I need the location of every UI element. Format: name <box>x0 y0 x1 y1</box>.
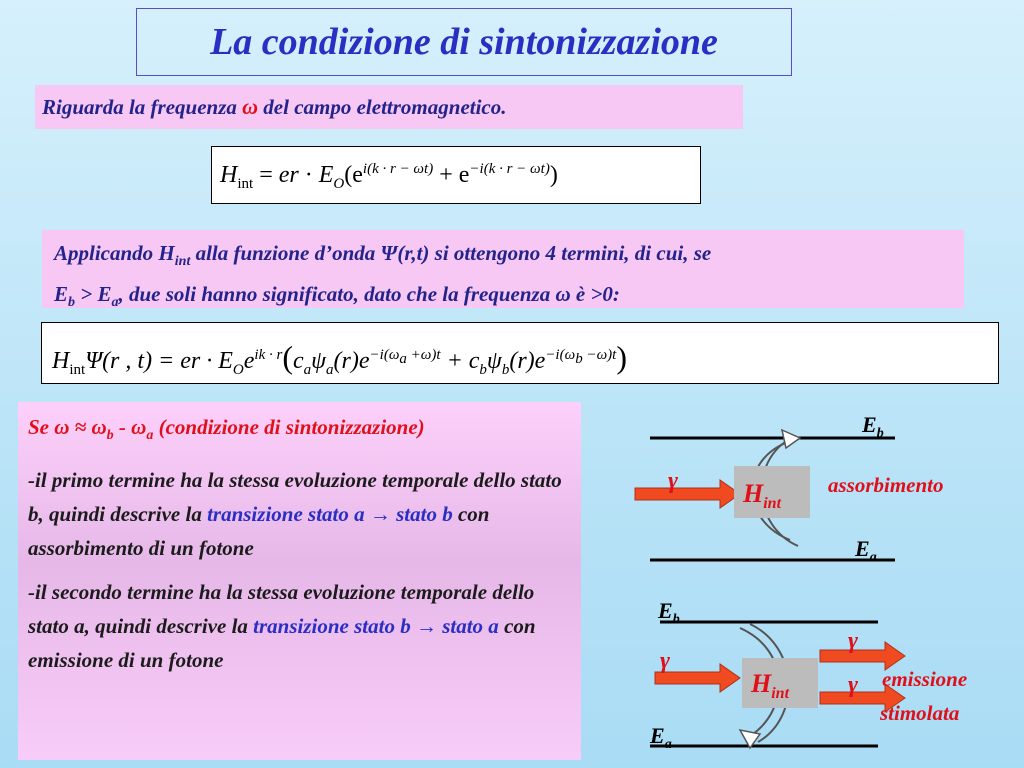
formula-sub: int <box>237 175 254 192</box>
text: -il secondo termine ha la stessa evoluzione temporale dello stato a, quindi descrive la <box>28 580 535 639</box>
formula-sub: O <box>333 175 345 192</box>
text: con assorbimento di un fotone <box>28 502 490 561</box>
hint-label: $H_{int}$ <box>751 669 790 702</box>
transition-text: transizione stato a → stato b <box>207 502 453 527</box>
formula-exponent: +ω)t <box>406 347 441 363</box>
text: ω ≈ ω <box>54 415 107 439</box>
formula-exponent: −i(ω <box>545 347 576 363</box>
formula-term: (r)e <box>509 348 546 374</box>
text: Se <box>28 415 49 439</box>
formula-wavefunction <box>41 322 999 384</box>
explanation-box <box>42 230 964 311</box>
subtitle-before: Riguarda la frequenza <box>42 95 237 119</box>
paragraph-absorption <box>28 463 571 565</box>
photon-arrow-out <box>820 642 905 670</box>
formula-sub: int <box>69 361 86 378</box>
formula-sub: O <box>232 361 244 378</box>
formula-sub: a <box>326 361 334 378</box>
label-Ea: $E_a$ <box>650 723 672 752</box>
omega-symbol: ω <box>242 94 259 119</box>
subtitle-after: del campo elettromagnetico. <box>263 95 507 119</box>
emission-label: emissione <box>882 667 968 691</box>
text: , due soli hanno significato, dato che la frequenza ω è >0: <box>118 282 620 307</box>
text: Applicando H <box>54 241 175 265</box>
text-sub: a <box>146 428 154 444</box>
text: (condizione di sintonizzazione) <box>153 415 425 439</box>
text: > E <box>75 282 112 307</box>
formula-eq: = <box>253 162 279 188</box>
formula-paren: ) <box>616 339 627 375</box>
formula-term: H <box>220 162 238 188</box>
arrow-head-icon <box>782 430 800 448</box>
gamma-symbol: γ <box>660 648 670 674</box>
hint-label: $H_{int}$ <box>743 479 782 512</box>
text: - ω <box>113 415 147 439</box>
formula-sub: b <box>575 351 583 367</box>
text-sub: b <box>106 428 114 444</box>
absorption-label: assorbimento <box>828 473 944 497</box>
formula-term: ψ <box>486 348 502 374</box>
formula-exponent: −ω)t <box>582 347 617 363</box>
photon-arrow-in <box>635 480 740 508</box>
condition-line <box>28 410 571 453</box>
formula-term: c <box>292 348 304 374</box>
formula-dot: · <box>298 162 319 188</box>
gamma-symbol: γ <box>668 468 678 494</box>
formula-exponent: i(k · r − ωt) <box>362 161 434 177</box>
subtitle-box <box>35 85 743 129</box>
paragraph-emission <box>28 575 571 677</box>
text: alla funzione d’onda Ψ(r,t) si ottengono 4 termini, di cui, se <box>190 241 712 265</box>
formula-paren: ) <box>549 162 558 188</box>
formula-sub: b <box>479 361 487 378</box>
formula-term: (r)e <box>333 348 370 374</box>
formula-term: Ψ(r , t) = er · E <box>85 348 233 374</box>
formula-exp-base: e <box>458 162 470 188</box>
text-sub: b <box>68 295 76 311</box>
label-Ea: $E_a$ <box>855 536 877 565</box>
formula-term: e <box>278 162 290 188</box>
formula-plus: + c <box>440 348 480 374</box>
formula-sub: a <box>399 351 407 367</box>
text: -il primo termine ha la stessa evoluzione temporale dello stato b, quindi descrive la <box>28 468 562 527</box>
formula-exponent: ik · r <box>254 347 283 363</box>
text: con emissione di un fotone <box>28 614 536 673</box>
gamma-symbol: γ <box>848 672 858 698</box>
formula-vector: E <box>318 162 334 188</box>
formula-vector: r <box>289 162 299 188</box>
formula-hamiltonian <box>211 146 701 204</box>
formula-term: H <box>52 348 70 374</box>
formula-sub: a <box>303 361 312 378</box>
stimulated-label: stimolata <box>880 701 960 725</box>
emission-diagram <box>649 598 967 752</box>
label-Eb: $E_b$ <box>658 598 680 627</box>
formula-sub: b <box>501 361 510 378</box>
transition-text: transizione stato b → stato a <box>253 614 499 639</box>
gamma-symbol: γ <box>848 628 858 654</box>
formula-plus: + <box>433 162 459 188</box>
formula-exp-base: e <box>243 348 255 374</box>
formula-term: ψ <box>311 348 327 374</box>
formula-exp-base: e <box>352 162 363 188</box>
absorption-diagram <box>635 412 944 565</box>
formula-exponent: −i(ω <box>369 347 400 363</box>
label-Eb: $E_b$ <box>862 412 884 441</box>
text-sub: int <box>174 254 191 270</box>
condition-explanation-box <box>18 402 581 760</box>
text-sub: a <box>111 295 119 311</box>
formula-paren: ( <box>344 162 353 188</box>
text: E <box>54 282 69 307</box>
formula-paren: ( <box>282 339 293 375</box>
page-title: La condizione di sintonizzazione <box>136 8 792 76</box>
transition-diagrams <box>600 400 1020 765</box>
formula-exponent: −i(k · r − ωt) <box>469 161 550 177</box>
